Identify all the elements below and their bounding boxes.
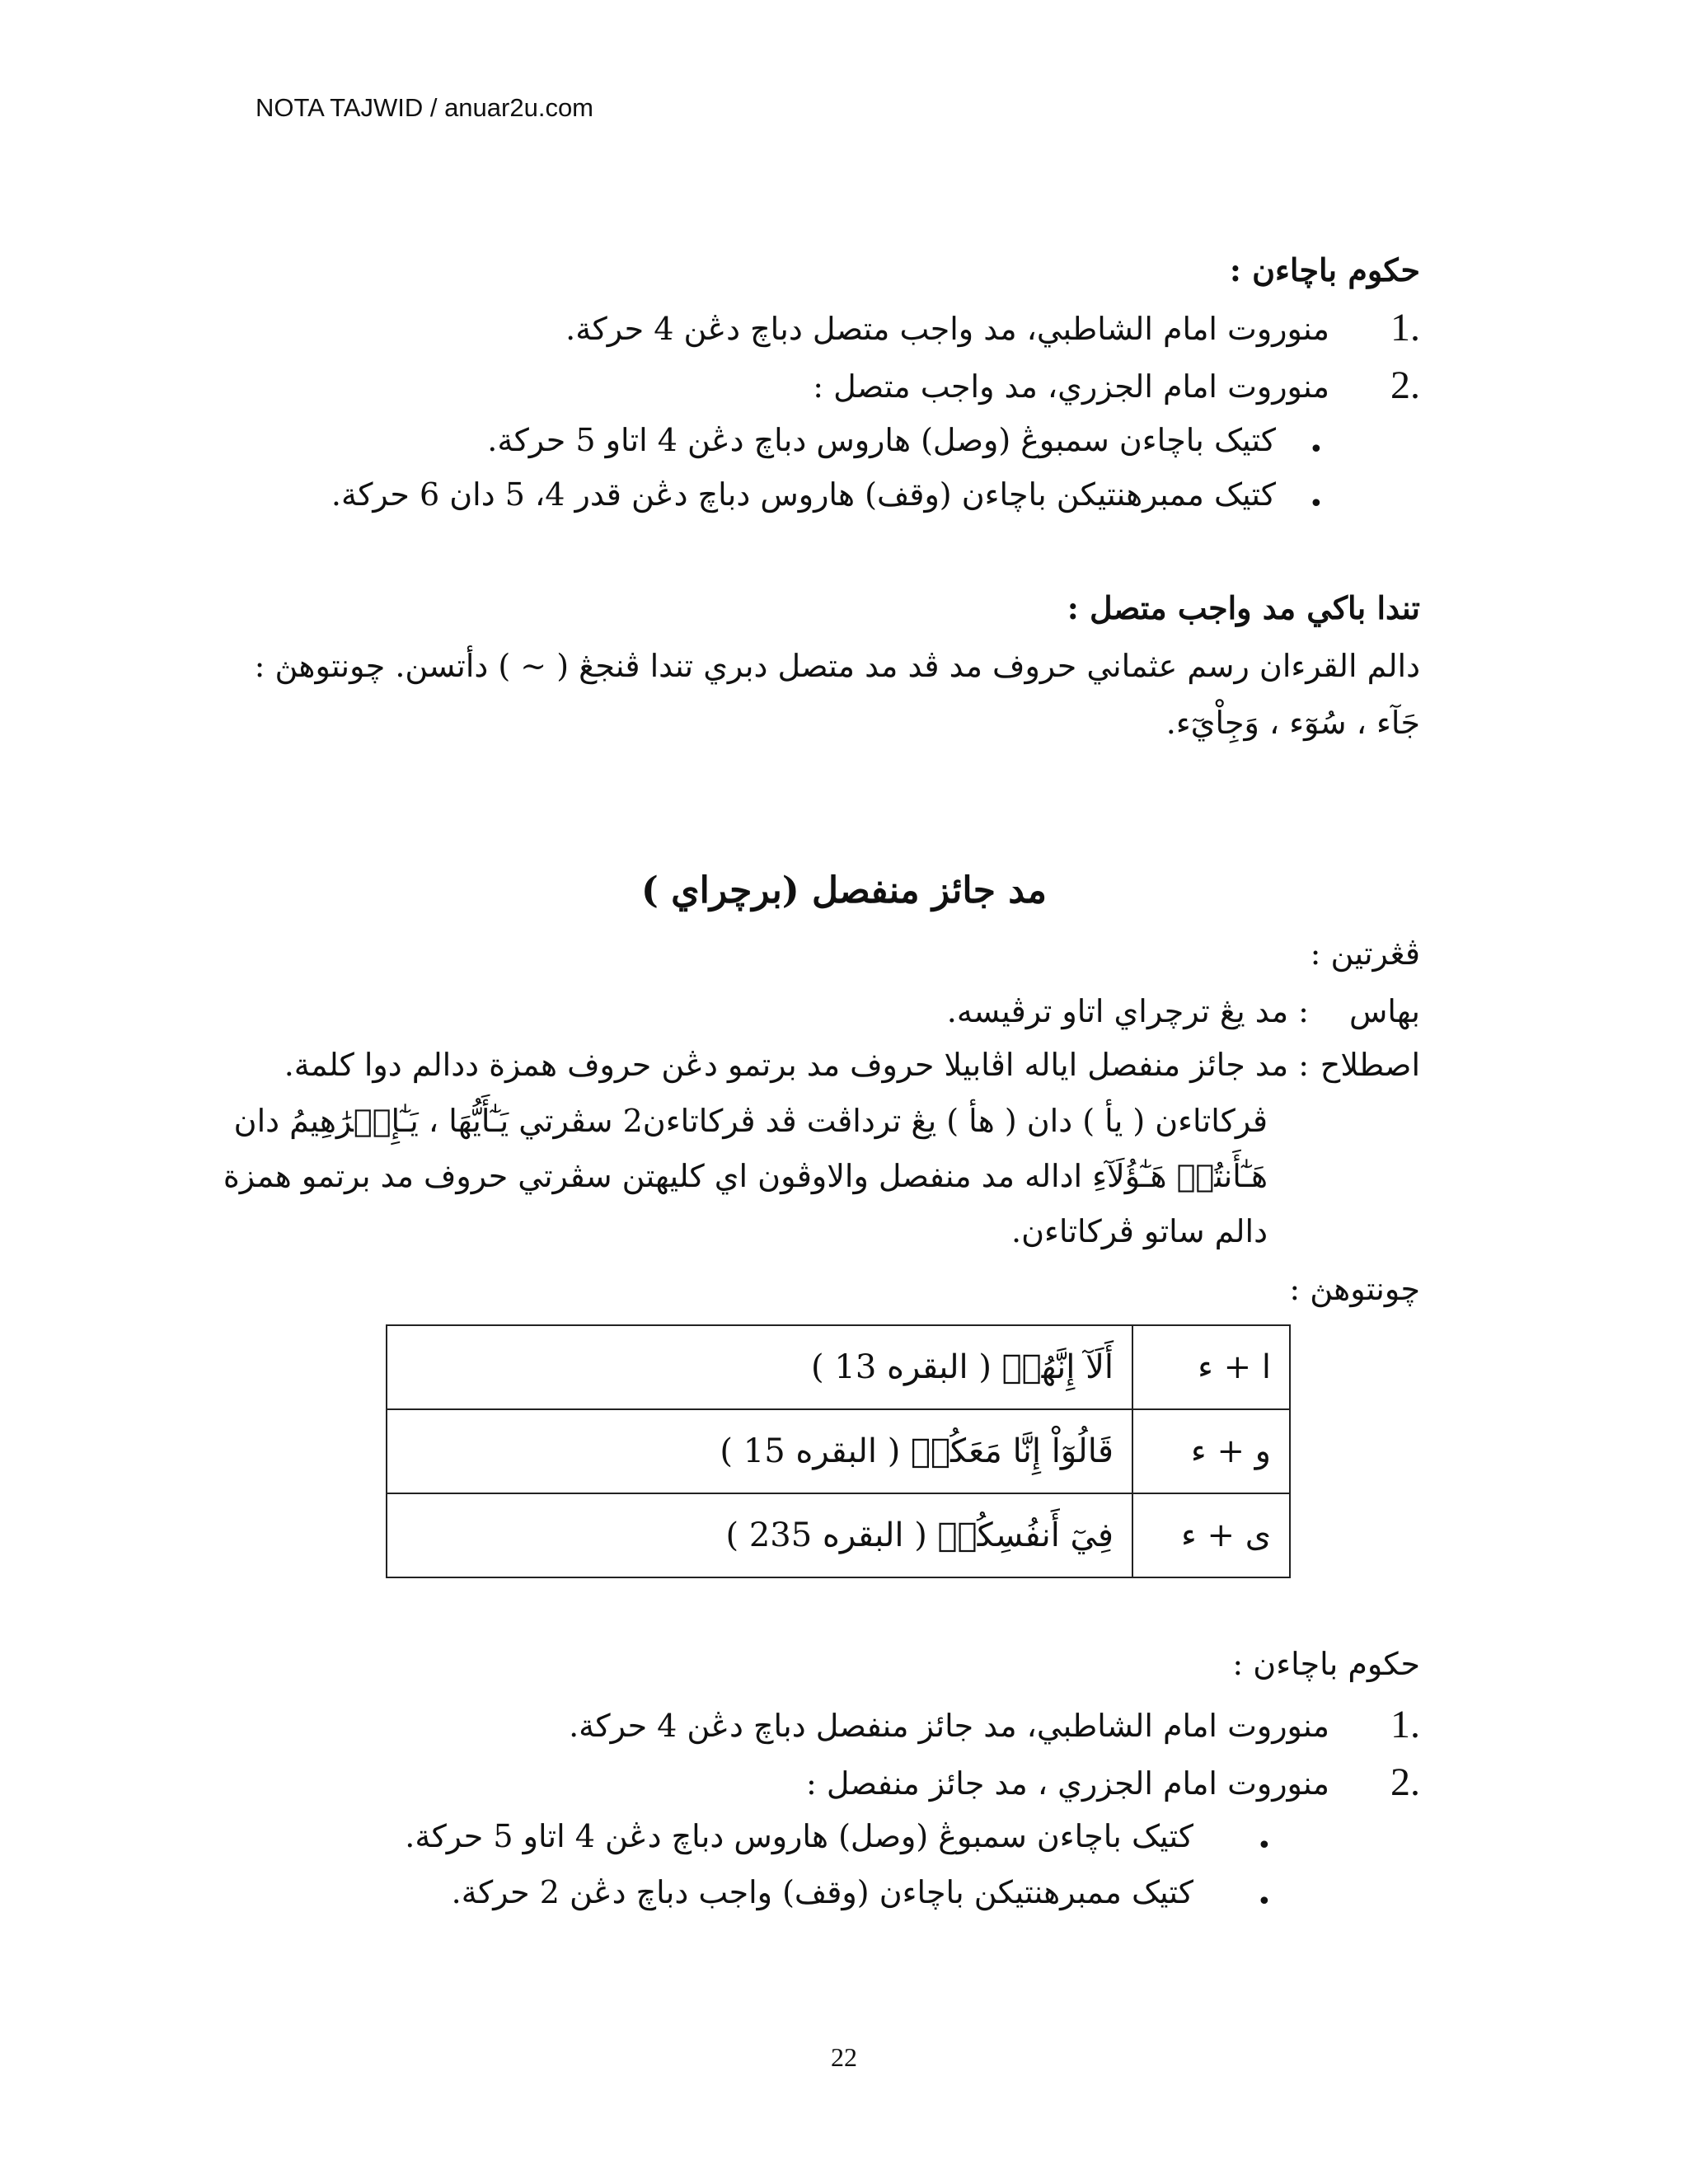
table-cell-example: فِيٓ أَنفُسِكُمۡ ( البقره 235 ) [387,1493,1132,1577]
bullet-icon: • [1257,1887,1272,1916]
list-number: 1. [1390,306,1420,349]
table-row [387,1325,1290,1409]
list-item: منوروت امام الجزري، مد واجب متصل : [813,368,1329,405]
tanda-bagi-heading: تندا باکي مد واجب متصل : [1067,589,1420,626]
paragraph-line: دالم القرءان رسم عثماني حروف مد ڤد مد متصل دبري تندا ڤنجڠ ( ~ ) دأتسن. چونتوهڽ : [254,648,1420,684]
table-cell-example: أَلَآ إِنَّهُمۡ ( البقره 13 ) [387,1325,1132,1409]
examples-table [386,1324,1291,1578]
term-value: : مد يڠ ترچراي اتاو ترڤيسه. [946,993,1309,1029]
bullet-item: کتیک باچاءن سمبوڠ (وصل) هاروس دباچ دڠن 4 اتاو 5 حرکة. [405,1818,1193,1854]
page-header: NOTA TAJWID / anuar2u.com [256,93,594,122]
paragraph-line: دالم ساتو ڤرکاتاءن. [1011,1213,1268,1249]
term-key: بهاس [1348,993,1420,1029]
bullet-icon: • [1309,490,1324,518]
bullet-item: کتیک ممبرهنتیکن باچاءن (وقف) واجب دباچ دڠن 2 حرکة. [451,1874,1193,1910]
table-row [387,1409,1290,1493]
term-key: اصطلاح [1320,1047,1420,1083]
list-item: منوروت امام الجزري ، مد جائز منفصل : [806,1765,1329,1802]
list-item: منوروت امام الشاطبي، مد جائز منفصل دباچ دڠن 4 حرکة. [569,1708,1329,1744]
table-cell-letters: و + ء [1132,1409,1290,1493]
hukum-bacaan-heading-2: حکوم باچاءن : [1232,1646,1420,1682]
section-title: مد جائز منفصل (برچراي ) [641,869,1047,912]
paragraph-line: جَآء ، سُوٓء ، وَجِاْيٓء. [1165,705,1420,741]
table-cell-example: قَالُوٓاْ إِنَّا مَعَكُمۡ ( البقره 15 ) [387,1409,1132,1493]
hukum-bacaan-heading-1: حکوم باچاءن : [1229,251,1420,288]
list-number: 2. [1390,1760,1420,1804]
list-number: 1. [1390,1703,1420,1746]
bullet-icon: • [1257,1831,1272,1860]
table-row [387,1493,1290,1577]
paragraph-line: ڤرکاتاءن ( يأ ) دان ( هأ ) يڠ ترداڤت ڤد ڤرکاتاءن2 سڤرتي يَـٰٓأَيُّهَا ، يَـٰٓإِبۡرَٰهِيمُ دان [233,1103,1268,1139]
term-value: : مد جائز منفصل اياله اڤابيلا حروف مد برتمو دڠن حروف همزة ددالم دوا کلمة. [284,1047,1309,1083]
page-number: 22 [831,2042,857,2072]
examples-label: چونتوهڽ : [1289,1271,1420,1307]
table-cell-letters: ى + ء [1132,1493,1290,1577]
bullet-item: کتیک باچاءن سمبوڠ (وصل) هاروس دباچ دڠن 4 اتاو 5 حرکة. [487,422,1276,458]
list-number: 2. [1390,363,1420,407]
list-item: منوروت امام الشاطبي، مد واجب متصل دباچ دڠن 4 حرکة. [565,311,1329,347]
definition-label: ڤڠرتين : [1310,935,1420,972]
bullet-item: کتیک ممبرهنتیکن باچاءن (وقف) هاروس دباچ دڠن قدر 4، 5 دان 6 حرکة. [331,476,1276,513]
paragraph-line: هَـٰٓأَنتُمۡ هَـٰٓؤُلَآءِ اداله مد منفصل والاوڤون اي کليهتن سڤرتي حروف مد برتمو همزة [223,1158,1268,1194]
table-cell-letters: ا + ء [1132,1325,1290,1409]
bullet-icon: • [1309,435,1324,464]
